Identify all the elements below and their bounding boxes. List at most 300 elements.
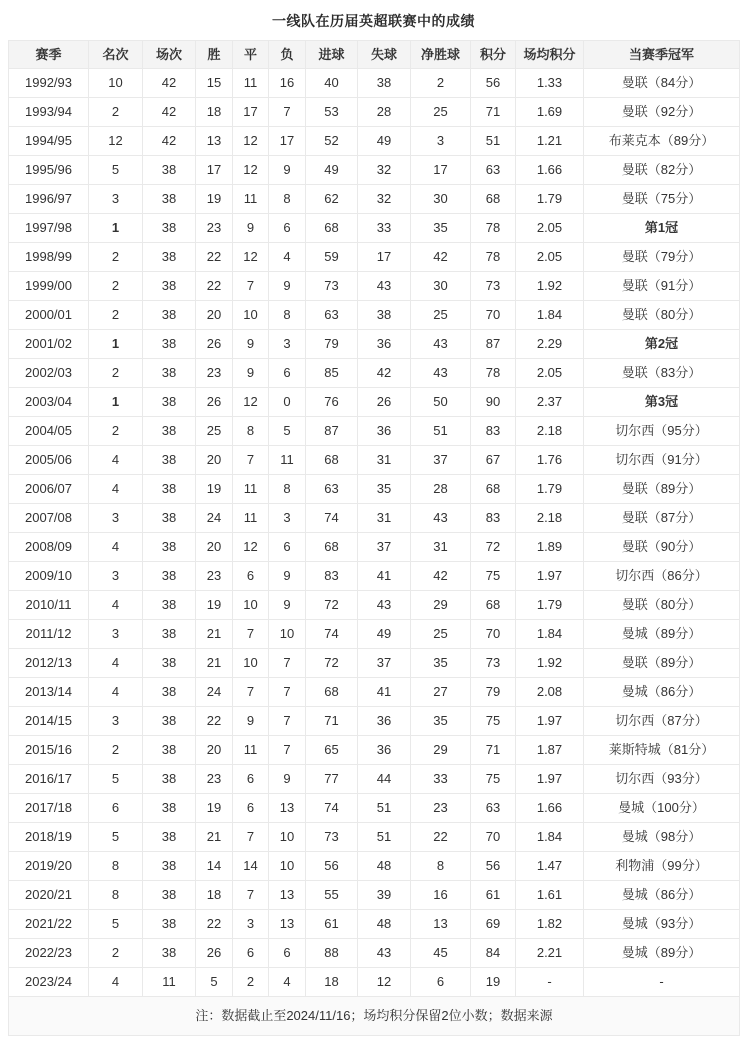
table-cell: 90: [471, 388, 516, 417]
table-cell: 9: [269, 765, 306, 794]
table-cell: 10: [233, 301, 269, 330]
table-cell: 7: [269, 707, 306, 736]
table-cell: 6: [233, 939, 269, 968]
table-cell: 6: [269, 533, 306, 562]
table-cell: 4: [89, 968, 143, 997]
table-cell: 9: [233, 330, 269, 359]
table-cell: 2004/05: [9, 417, 89, 446]
table-cell: 33: [411, 765, 471, 794]
table-cell: 2.05: [516, 359, 584, 388]
table-cell: 38: [143, 852, 196, 881]
table-cell: 11: [269, 446, 306, 475]
table-cell: 38: [143, 765, 196, 794]
table-cell: 22: [196, 910, 233, 939]
table-cell: 72: [471, 533, 516, 562]
table-cell: 38: [143, 185, 196, 214]
table-cell: 2: [89, 939, 143, 968]
table-cell: 63: [471, 794, 516, 823]
table-cell: 22: [196, 272, 233, 301]
table-cell: 2016/17: [9, 765, 89, 794]
table-cell: 24: [196, 678, 233, 707]
table-cell: 4: [89, 533, 143, 562]
table-cell: 5: [89, 823, 143, 852]
table-cell: 19: [196, 185, 233, 214]
table-cell: 2.18: [516, 417, 584, 446]
table-cell: 70: [471, 620, 516, 649]
table-cell: 9: [233, 359, 269, 388]
table-cell: 曼联（82分）: [584, 156, 740, 185]
table-cell: 73: [471, 272, 516, 301]
table-cell: 38: [143, 794, 196, 823]
table-cell: 43: [411, 504, 471, 533]
table-cell: 38: [143, 504, 196, 533]
table-cell: 36: [358, 707, 411, 736]
table-cell: 8: [89, 852, 143, 881]
table-cell: 曼城（100分）: [584, 794, 740, 823]
table-cell: 49: [306, 156, 358, 185]
table-cell: 42: [143, 98, 196, 127]
table-cell: 12: [358, 968, 411, 997]
table-row: [9, 968, 740, 997]
table-row: [9, 533, 740, 562]
table-cell: 22: [411, 823, 471, 852]
table-cell: 50: [411, 388, 471, 417]
table-cell: 曼城（89分）: [584, 939, 740, 968]
table-cell: 12: [233, 388, 269, 417]
table-cell: 4: [89, 678, 143, 707]
table-cell: 17: [358, 243, 411, 272]
table-cell: 第2冠: [584, 330, 740, 359]
table-cell: 48: [358, 910, 411, 939]
table-cell: 38: [143, 910, 196, 939]
table-cell: 1.97: [516, 765, 584, 794]
table-cell: 63: [306, 301, 358, 330]
table-cell: 曼联（91分）: [584, 272, 740, 301]
table-cell: 85: [306, 359, 358, 388]
table-cell: 11: [233, 504, 269, 533]
table-cell: 1: [89, 214, 143, 243]
table-cell: 10: [269, 823, 306, 852]
table-cell: 63: [471, 156, 516, 185]
table-cell: 2: [89, 736, 143, 765]
table-cell: 切尔西（95分）: [584, 417, 740, 446]
table-cell: 1.79: [516, 185, 584, 214]
table-row: [9, 881, 740, 910]
table-cell: 38: [143, 939, 196, 968]
table-cell: 曼联（75分）: [584, 185, 740, 214]
table-cell: 18: [196, 881, 233, 910]
table-cell: 曼联（80分）: [584, 301, 740, 330]
table-row: [9, 446, 740, 475]
table-cell: 3: [89, 620, 143, 649]
table-cell: 78: [471, 359, 516, 388]
table-cell: 75: [471, 765, 516, 794]
table-cell: 52: [306, 127, 358, 156]
table-row: [9, 823, 740, 852]
table-cell: 53: [306, 98, 358, 127]
table-row: [9, 591, 740, 620]
table-cell: 65: [306, 736, 358, 765]
table-cell: 10: [89, 69, 143, 98]
table-cell: 37: [411, 446, 471, 475]
table-cell: 51: [358, 823, 411, 852]
table-cell: 38: [143, 243, 196, 272]
table-row: [9, 69, 740, 98]
table-cell: 13: [269, 910, 306, 939]
table-cell: 35: [411, 707, 471, 736]
table-cell: 87: [471, 330, 516, 359]
table-cell: 26: [196, 330, 233, 359]
table-cell: 23: [196, 562, 233, 591]
table-cell: 78: [471, 214, 516, 243]
table-cell: 83: [471, 504, 516, 533]
table-cell: 18: [306, 968, 358, 997]
table-cell: 68: [306, 446, 358, 475]
table-cell: 5: [89, 910, 143, 939]
page-title: 一线队在历届英超联赛中的成绩: [272, 13, 475, 29]
table-cell: 19: [196, 591, 233, 620]
table-cell: 15: [196, 69, 233, 98]
table-cell: 2018/19: [9, 823, 89, 852]
table-cell: 曼城（86分）: [584, 881, 740, 910]
header-cell-losses: 负: [269, 41, 306, 69]
table-cell: 33: [358, 214, 411, 243]
table-cell: 24: [196, 504, 233, 533]
table-cell: 30: [411, 272, 471, 301]
table-cell: 21: [196, 620, 233, 649]
table-cell: 2003/04: [9, 388, 89, 417]
table-cell: 2.21: [516, 939, 584, 968]
table-cell: 40: [306, 69, 358, 98]
table-cell: 2006/07: [9, 475, 89, 504]
table-cell: 38: [143, 736, 196, 765]
table-cell: 曼联（90分）: [584, 533, 740, 562]
table-cell: 3: [89, 707, 143, 736]
table-cell: 曼城（89分）: [584, 620, 740, 649]
table-cell: 38: [143, 388, 196, 417]
table-cell: 12: [233, 243, 269, 272]
header-cell-goals-for: 进球: [306, 41, 358, 69]
table-cell: 1.92: [516, 272, 584, 301]
table-cell: 曼联（80分）: [584, 591, 740, 620]
table-row: [9, 388, 740, 417]
table-cell: 22: [196, 707, 233, 736]
table-cell: 切尔西（93分）: [584, 765, 740, 794]
table-cell: 16: [269, 69, 306, 98]
table-cell: 56: [471, 852, 516, 881]
table-cell: 1999/00: [9, 272, 89, 301]
table-cell: 2.08: [516, 678, 584, 707]
table-row: [9, 359, 740, 388]
table-cell: 4: [269, 243, 306, 272]
table-cell: 2: [411, 69, 471, 98]
table-cell: 31: [358, 504, 411, 533]
table-cell: 1.61: [516, 881, 584, 910]
table-cell: 78: [471, 243, 516, 272]
table-row: [9, 504, 740, 533]
table-cell: 曼联（89分）: [584, 649, 740, 678]
table-row: [9, 127, 740, 156]
table-cell: 1.66: [516, 794, 584, 823]
table-cell: 8: [233, 417, 269, 446]
table-cell: 17: [411, 156, 471, 185]
table-cell: 37: [358, 649, 411, 678]
table-cell: 32: [358, 156, 411, 185]
table-cell: 79: [471, 678, 516, 707]
table-cell: 1.84: [516, 823, 584, 852]
table-cell: 2012/13: [9, 649, 89, 678]
table-cell: 17: [233, 98, 269, 127]
table-cell: 43: [358, 272, 411, 301]
table-cell: 18: [196, 98, 233, 127]
table-cell: 14: [233, 852, 269, 881]
table-cell: 74: [306, 620, 358, 649]
table-cell: 38: [143, 649, 196, 678]
table-cell: 44: [358, 765, 411, 794]
table-cell: 38: [143, 475, 196, 504]
table-cell: 8: [269, 185, 306, 214]
table-cell: 2023/24: [9, 968, 89, 997]
table-cell: 3: [269, 330, 306, 359]
table-cell: 第1冠: [584, 214, 740, 243]
table-cell: 23: [411, 794, 471, 823]
table-cell: 61: [471, 881, 516, 910]
table-cell: 73: [306, 272, 358, 301]
table-cell: 曼城（93分）: [584, 910, 740, 939]
table-row: [9, 852, 740, 881]
table-cell: 51: [471, 127, 516, 156]
table-cell: 39: [358, 881, 411, 910]
table-cell: -: [516, 968, 584, 997]
table-cell: 7: [233, 678, 269, 707]
table-cell: 68: [306, 533, 358, 562]
table-cell: 23: [196, 359, 233, 388]
table-row: [9, 794, 740, 823]
table-footer: [9, 997, 740, 1036]
table-cell: 72: [306, 649, 358, 678]
header-cell-season-champion: 当赛季冠军: [584, 41, 740, 69]
table-row: [9, 910, 740, 939]
table-cell: 2: [89, 98, 143, 127]
table-cell: 7: [233, 620, 269, 649]
table-cell: 19: [196, 794, 233, 823]
table-cell: 56: [306, 852, 358, 881]
table-cell: 1994/95: [9, 127, 89, 156]
table-row: [9, 243, 740, 272]
table-cell: 13: [411, 910, 471, 939]
table-cell: 9: [269, 156, 306, 185]
table-cell: 38: [358, 301, 411, 330]
table-cell: 31: [411, 533, 471, 562]
table-cell: 曼联（92分）: [584, 98, 740, 127]
table-header-row: [9, 41, 740, 69]
table-cell: 42: [411, 243, 471, 272]
table-cell: 23: [196, 765, 233, 794]
table-cell: 12: [233, 127, 269, 156]
table-cell: 1.82: [516, 910, 584, 939]
table-cell: 77: [306, 765, 358, 794]
table-cell: 11: [143, 968, 196, 997]
table-cell: 6: [233, 765, 269, 794]
table-cell: 利物浦（99分）: [584, 852, 740, 881]
table-row: [9, 330, 740, 359]
table-cell: 4: [89, 649, 143, 678]
table-cell: 20: [196, 446, 233, 475]
table-cell: 28: [411, 475, 471, 504]
table-cell: 1.97: [516, 562, 584, 591]
header-cell-matches: 场次: [143, 41, 196, 69]
table-cell: 10: [269, 852, 306, 881]
table-row: [9, 301, 740, 330]
table-cell: 26: [196, 388, 233, 417]
table-cell: 42: [143, 69, 196, 98]
table-cell: 38: [143, 359, 196, 388]
table-cell: 6: [269, 939, 306, 968]
table-cell: 22: [196, 243, 233, 272]
table-cell: 74: [306, 794, 358, 823]
table-cell: 38: [143, 330, 196, 359]
table-cell: 2007/08: [9, 504, 89, 533]
table-cell: 70: [471, 301, 516, 330]
header-cell-season: 赛季: [9, 41, 89, 69]
table-cell: 2.05: [516, 214, 584, 243]
table-cell: 12: [233, 156, 269, 185]
table-cell: 1.84: [516, 620, 584, 649]
table-cell: 26: [358, 388, 411, 417]
table-cell: 71: [306, 707, 358, 736]
table-cell: 20: [196, 736, 233, 765]
table-cell: 38: [143, 446, 196, 475]
table-cell: 35: [411, 649, 471, 678]
table-cell: 3: [411, 127, 471, 156]
table-cell: 曼联（83分）: [584, 359, 740, 388]
table-cell: 29: [411, 591, 471, 620]
table-cell: 2020/21: [9, 881, 89, 910]
table-cell: 3: [233, 910, 269, 939]
table-cell: 1.79: [516, 591, 584, 620]
table-cell: 38: [143, 562, 196, 591]
table-row: [9, 98, 740, 127]
table-cell: 23: [196, 214, 233, 243]
table-cell: 38: [143, 591, 196, 620]
table-cell: 7: [233, 446, 269, 475]
table-cell: 9: [269, 591, 306, 620]
table-cell: 9: [233, 214, 269, 243]
table-cell: 1995/96: [9, 156, 89, 185]
table-cell: 莱斯特城（81分）: [584, 736, 740, 765]
table-cell: 12: [233, 533, 269, 562]
table-cell: 1.33: [516, 69, 584, 98]
table-cell: 2005/06: [9, 446, 89, 475]
table-cell: 10: [233, 591, 269, 620]
table-cell: 25: [411, 98, 471, 127]
table-cell: 74: [306, 504, 358, 533]
table-cell: 69: [471, 910, 516, 939]
table-cell: 71: [471, 98, 516, 127]
table-cell: 1.69: [516, 98, 584, 127]
header-cell-wins: 胜: [196, 41, 233, 69]
table-cell: 2: [89, 359, 143, 388]
table-cell: 2009/10: [9, 562, 89, 591]
table-cell: 3: [89, 562, 143, 591]
table-cell: 42: [358, 359, 411, 388]
table-cell: 12: [89, 127, 143, 156]
table-cell: 1.84: [516, 301, 584, 330]
table-cell: 10: [233, 649, 269, 678]
table-cell: 35: [358, 475, 411, 504]
table-cell: 4: [89, 475, 143, 504]
table-cell: 62: [306, 185, 358, 214]
table-cell: 2002/03: [9, 359, 89, 388]
table-cell: 8: [269, 475, 306, 504]
table-cell: 切尔西（87分）: [584, 707, 740, 736]
table-cell: 17: [196, 156, 233, 185]
table-cell: 6: [269, 214, 306, 243]
table-cell: 38: [358, 69, 411, 98]
table-cell: 48: [358, 852, 411, 881]
table-cell: 76: [306, 388, 358, 417]
table-cell: 曼联（84分）: [584, 69, 740, 98]
table-cell: 7: [233, 881, 269, 910]
table-cell: 0: [269, 388, 306, 417]
table-cell: 11: [233, 185, 269, 214]
table-cell: 43: [358, 939, 411, 968]
table-cell: 曼联（87分）: [584, 504, 740, 533]
table-cell: 4: [89, 591, 143, 620]
table-cell: -: [584, 968, 740, 997]
table-cell: 61: [306, 910, 358, 939]
table-cell: 7: [269, 98, 306, 127]
table-cell: 13: [196, 127, 233, 156]
table-cell: 2019/20: [9, 852, 89, 881]
table-cell: 73: [471, 649, 516, 678]
table-cell: 49: [358, 127, 411, 156]
table-cell: 2008/09: [9, 533, 89, 562]
table-cell: 83: [306, 562, 358, 591]
table-cell: 2: [89, 301, 143, 330]
table-cell: 曼城（86分）: [584, 678, 740, 707]
table-cell: 72: [306, 591, 358, 620]
table-row: [9, 620, 740, 649]
table-cell: 5: [89, 156, 143, 185]
table-cell: 7: [233, 823, 269, 852]
table-cell: 1996/97: [9, 185, 89, 214]
table-cell: 7: [269, 649, 306, 678]
table-cell: 38: [143, 707, 196, 736]
table-cell: 25: [196, 417, 233, 446]
table-cell: 1.21: [516, 127, 584, 156]
table-cell: 布莱克本（89分）: [584, 127, 740, 156]
header-cell-draws: 平: [233, 41, 269, 69]
table-cell: 56: [471, 69, 516, 98]
table-cell: 83: [471, 417, 516, 446]
table-cell: 1.92: [516, 649, 584, 678]
table-cell: 21: [196, 823, 233, 852]
table-cell: 70: [471, 823, 516, 852]
table-cell: 曼联（89分）: [584, 475, 740, 504]
table-cell: 30: [411, 185, 471, 214]
table-cell: 4: [269, 968, 306, 997]
table-cell: 38: [143, 533, 196, 562]
table-cell: 45: [411, 939, 471, 968]
table-cell: 68: [471, 185, 516, 214]
table-cell: 38: [143, 823, 196, 852]
table-row: [9, 156, 740, 185]
table-cell: 38: [143, 417, 196, 446]
table-cell: 1.79: [516, 475, 584, 504]
table-cell: 1998/99: [9, 243, 89, 272]
table-cell: 68: [471, 591, 516, 620]
